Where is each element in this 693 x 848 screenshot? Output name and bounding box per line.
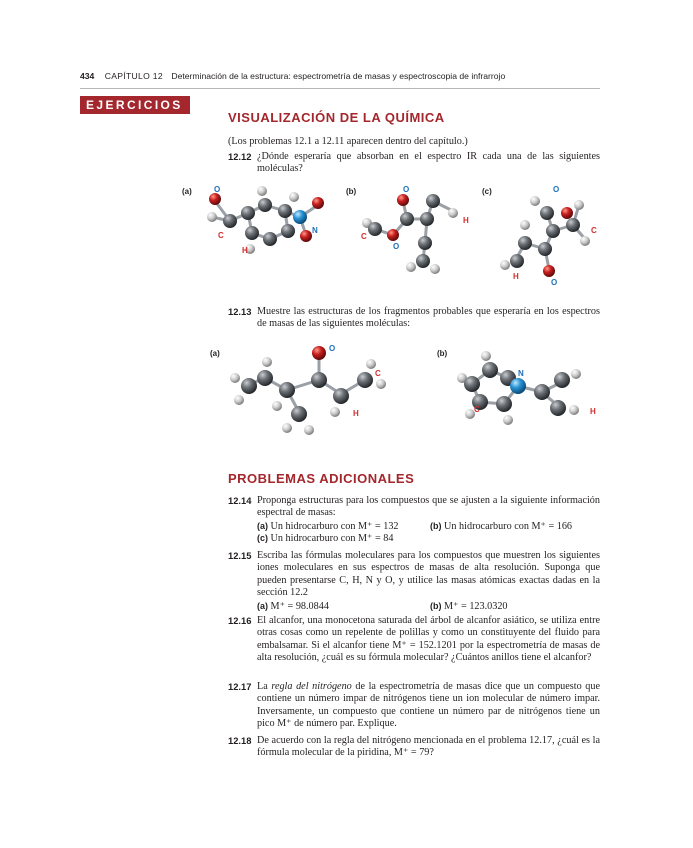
option-c: (c) Un hidrocarburo con M⁺ = 84 (257, 533, 394, 545)
label-h: H (513, 272, 519, 281)
atom-c (311, 372, 327, 388)
label-h: H (463, 216, 469, 225)
problem-number: 12.17 (228, 681, 252, 692)
section-title-visualization: VISUALIZACIÓN DE LA QUÍMICA (228, 110, 445, 125)
problem-number: 12.15 (228, 550, 252, 561)
problem-text: El alcanfor, una monocetona saturada del árbol de alcanfor asiático, se utiliza entre otras cosas como un repelente de polillas y como un constituyente del fluido para embalsamar. Si el alcanfor tiene M⁺ = 152.1201 por la espectrometría de masas de alta resolución, ¿cuál es su fórmula molecular? ¿Cuántos anillos tiene el alcanfor? (257, 615, 600, 664)
chapter-title: Determinación de la estructura: espectrometría de masas y espectroscopia de infrarrojo (171, 71, 506, 81)
atom-h (207, 212, 217, 222)
label-h: H (242, 246, 248, 255)
atom-c (416, 254, 430, 268)
section-intro: (Los problemas 12.1 a 12.11 aparecen dentro del capítulo.) (228, 136, 468, 147)
atom-c (566, 218, 580, 232)
atom-c (223, 214, 237, 228)
atom-h (448, 208, 458, 218)
atom-h (571, 369, 581, 379)
problem-text: Proponga estructuras para los compuestos que se ajusten a la siguiente información espectral de masas: (257, 495, 600, 519)
label-o2: O (393, 242, 400, 251)
atom-h (520, 220, 530, 230)
atom-o (209, 193, 221, 205)
atom-c (291, 406, 307, 422)
label-o: O (214, 185, 221, 194)
option-b: (b) M⁺ = 123.0320 (430, 600, 508, 612)
atom-c (554, 372, 570, 388)
problem-12-18 (228, 735, 600, 760)
problem-12-12 (228, 151, 600, 176)
atom-h (530, 196, 540, 206)
problem-number: 12.14 (228, 495, 252, 506)
label-c: C (218, 231, 224, 240)
problem-text: La regla del nitrógeno de la espectrometría de masas dice que un compuesto que contiene un número impar de nitrógenos tiene un ion molecular de número impar. Inversamente, un compuesto que contiene un número par de nitrógenos tiene un pico M⁺ de número par. Explique. (257, 681, 600, 730)
label-o1: O (553, 185, 560, 194)
atom-n (293, 210, 307, 224)
atom-o (543, 265, 555, 277)
molecule-2b (450, 350, 600, 440)
problem-12-15 (228, 550, 600, 612)
problem-text: ¿Dónde esperaría que absorban en el espectro IR cada una de las siguientes moléculas? (257, 151, 600, 175)
label-c: C (361, 232, 367, 241)
label-n: N (312, 226, 318, 235)
option-b: (b) Un hidrocarburo con M⁺ = 166 (430, 520, 573, 532)
atom-h (569, 405, 579, 415)
atom-c (510, 254, 524, 268)
atom-c (278, 204, 292, 218)
problem-number: 12.12 (228, 151, 252, 162)
atom-c (400, 212, 414, 226)
fig2b-label: (b) (437, 349, 448, 358)
atom-h (376, 379, 386, 389)
atom-h (289, 192, 299, 202)
option-a: (a) M⁺ = 98.0844 (257, 600, 329, 612)
atom-c (482, 362, 498, 378)
atom-o (312, 197, 324, 209)
problem-12-16 (228, 615, 600, 665)
atom-h (257, 186, 267, 196)
label-o: O (329, 344, 336, 353)
problem-text: Escriba las fórmulas moleculares para los compuestos que muestren los siguientes iones moleculares en sus espectros de masas de alta resolución. Suponga que pueden presentarse C, H, N y O, y utilice las masas atómicas exactas dadas en la sección 12.2 (257, 550, 600, 599)
atom-h (580, 236, 590, 246)
atom-h (234, 395, 244, 405)
running-header (80, 71, 505, 81)
problem-number: 12.13 (228, 306, 252, 317)
atom-o (561, 207, 573, 219)
label-c: C (474, 405, 480, 414)
atom-h (481, 351, 491, 361)
chapter-label: CAPÍTULO 12 (104, 71, 163, 81)
problem-text: Muestre las estructuras de los fragmentos probables que esperaría en los espectros de masas de las siguientes moléculas: (257, 306, 600, 330)
atom-c (279, 382, 295, 398)
label-n: N (518, 369, 524, 378)
page-number: 434 (80, 71, 95, 81)
molecule-1a (190, 183, 340, 263)
atom-c (534, 384, 550, 400)
problem-12-13 (228, 306, 600, 331)
options (257, 520, 600, 545)
options (257, 600, 600, 612)
atom-c (241, 206, 255, 220)
atom-c (257, 370, 273, 386)
atom-h (272, 401, 282, 411)
atom-h (304, 425, 314, 435)
problem-12-17 (228, 681, 600, 731)
label-c: C (591, 226, 597, 235)
atom-c (368, 222, 382, 236)
atom-h (230, 373, 240, 383)
atom-c (420, 212, 434, 226)
atom-h (406, 262, 416, 272)
fig1b-label: (b) (346, 187, 357, 196)
atom-c (333, 388, 349, 404)
molecule-1b (355, 183, 475, 278)
fig1c-label: (c) (482, 187, 492, 196)
atom-c (546, 224, 560, 238)
atom-o (300, 230, 312, 242)
atom-c (357, 372, 373, 388)
problem-number: 12.16 (228, 615, 252, 626)
atom-c (281, 224, 295, 238)
atom-o (397, 194, 409, 206)
atom-h (503, 415, 513, 425)
atom-n (510, 378, 526, 394)
label-h: H (590, 407, 596, 416)
exercises-tab: EJERCICIOS (80, 96, 190, 114)
atom-c (418, 236, 432, 250)
atom-c (550, 400, 566, 416)
fig2a-label: (a) (210, 349, 220, 358)
label-o1: O (403, 185, 410, 194)
atom-o (312, 346, 326, 360)
atom-c (241, 378, 257, 394)
atom-o (387, 229, 399, 241)
atom-c (540, 206, 554, 220)
atom-h (282, 423, 292, 433)
atom-c (538, 242, 552, 256)
problem-text: De acuerdo con la regla del nitrógeno mencionada en el problema 12.17, ¿cuál es la fórmula molecular de la piridina, M⁺ = 79? (257, 735, 600, 759)
option-a: (a) Un hidrocarburo con M⁺ = 132 (257, 520, 399, 532)
atom-h (574, 200, 584, 210)
problem-12-14 (228, 495, 600, 545)
atom-c (496, 396, 512, 412)
atom-c (464, 376, 480, 392)
atom-c (263, 232, 277, 246)
problem-number: 12.18 (228, 735, 252, 746)
fig1a-label: (a) (182, 187, 192, 196)
atom-h (330, 407, 340, 417)
atom-h (262, 357, 272, 367)
atom-h (430, 264, 440, 274)
atom-h (366, 359, 376, 369)
atom-h (500, 260, 510, 270)
section-title-additional: PROBLEMAS ADICIONALES (228, 471, 415, 486)
atom-c (258, 198, 272, 212)
label-h: H (353, 409, 359, 418)
header-rule (80, 88, 600, 89)
label-c: C (375, 369, 381, 378)
label-o2: O (551, 278, 558, 287)
atom-c (426, 194, 440, 208)
atom-c (518, 236, 532, 250)
molecule-1c (495, 183, 605, 288)
molecule-2a (225, 340, 395, 440)
atom-c (245, 226, 259, 240)
